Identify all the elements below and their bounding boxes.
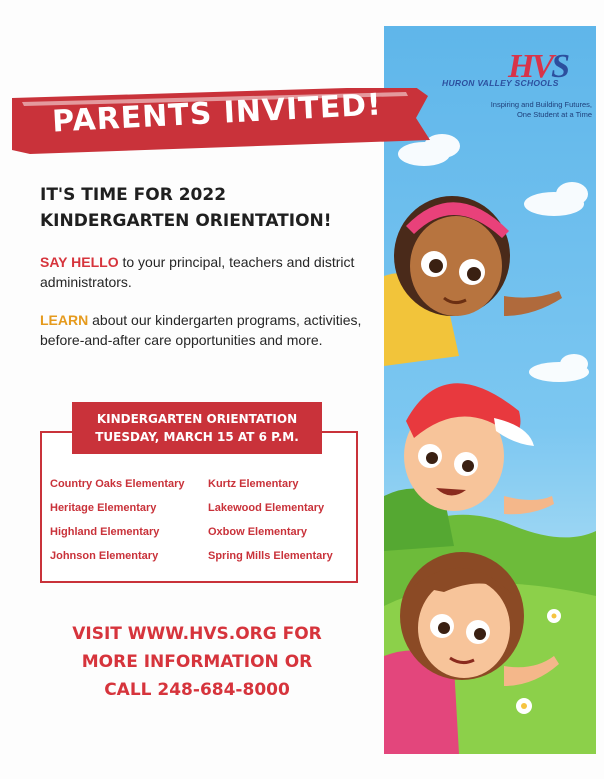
cta-line-2: MORE INFORMATION OR: [81, 652, 313, 672]
school-item: Heritage Elementary: [50, 502, 157, 514]
headline-line-2: KINDERGARTEN ORIENTATION!: [40, 211, 332, 231]
district-tagline: [442, 100, 592, 120]
banner-title: PARENTS INVITED!: [51, 87, 383, 140]
logo-mark-letters: HV: [508, 48, 552, 85]
school-item: Highland Elementary: [50, 526, 160, 538]
learn-keyword: LEARN: [40, 312, 89, 328]
event-title: KINDERGARTEN ORIENTATION: [96, 412, 298, 426]
school-item: Kurtz Elementary: [208, 478, 299, 490]
district-name: HURON VALLEY SCHOOLS: [442, 78, 559, 88]
say-hello-text: to your principal, teachers and district administrators.: [40, 254, 355, 290]
event-header: [72, 402, 322, 454]
cta-line-3: CALL 248-684-8000: [104, 680, 290, 700]
say-hello-paragraph: [40, 252, 370, 292]
logo-mark-s: S: [551, 48, 568, 85]
school-item: Spring Mills Elementary: [208, 550, 333, 562]
contact-cta: [30, 620, 364, 704]
tagline-line-2: One Student at a Time: [516, 110, 592, 119]
headline: [40, 182, 380, 234]
tagline-line-1: Inspiring and Building Futures,: [490, 100, 592, 109]
school-item: Lakewood Elementary: [208, 502, 325, 514]
say-hello-keyword: SAY HELLO: [40, 254, 119, 270]
headline-line-1: IT'S TIME FOR 2022: [40, 185, 227, 205]
event-when: TUESDAY, MARCH 15 AT 6 P.M.: [95, 430, 299, 444]
school-item: Johnson Elementary: [50, 550, 159, 562]
learn-text: about our kindergarten programs, activities, before-and-after care opportunities and more.: [40, 312, 362, 348]
learn-paragraph: [40, 310, 370, 350]
schools-list: [50, 476, 350, 565]
cta-line-1: VISIT WWW.HVS.ORG FOR: [72, 624, 322, 644]
school-item: Oxbow Elementary: [208, 526, 308, 538]
school-item: Country Oaks Elementary: [50, 478, 185, 490]
